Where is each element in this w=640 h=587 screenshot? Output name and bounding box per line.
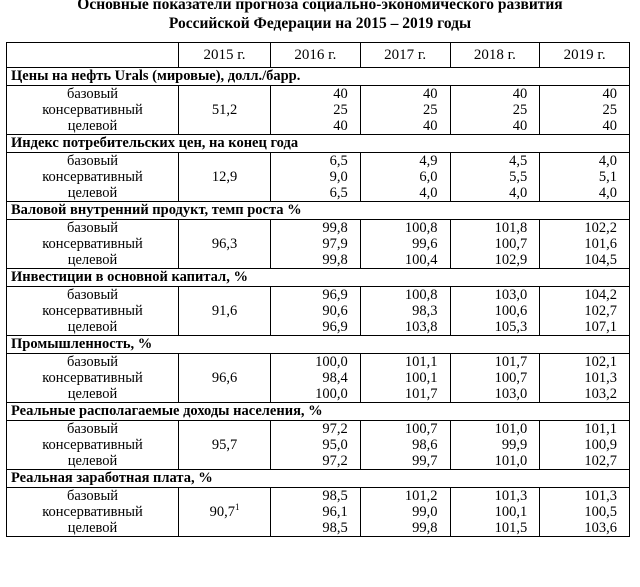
value-cell: 40 — [540, 86, 630, 103]
table-row — [7, 520, 630, 537]
table-row — [7, 370, 630, 386]
value-cell: 98,5 — [271, 520, 361, 537]
table-row — [7, 303, 630, 319]
scenario-label: консервативный — [7, 236, 179, 252]
scenario-label: консервативный — [7, 303, 179, 319]
value-cell: 100,1 — [450, 504, 540, 520]
value-cell: 96,9 — [271, 287, 361, 304]
value-cell: 101,6 — [540, 236, 630, 252]
table-row — [7, 488, 630, 505]
value-cell: 105,3 — [450, 319, 540, 336]
value-cell: 40 — [271, 118, 361, 135]
value-cell: 100,0 — [271, 386, 361, 403]
value-cell: 9,0 — [271, 169, 361, 185]
base-year-value-cell — [179, 488, 271, 537]
base-year-value: 91,6 — [211, 302, 238, 319]
value-cell: 40 — [540, 118, 630, 135]
header-year-2016: 2016 г. — [271, 43, 361, 68]
value-cell: 40 — [271, 86, 361, 103]
forecast-table — [6, 42, 630, 537]
value-cell: 98,3 — [360, 303, 450, 319]
scenario-label: базовый — [7, 354, 179, 371]
title-line-1: Основные показатели прогноза социально-экономического развития — [77, 0, 563, 13]
value-cell: 6,0 — [360, 169, 450, 185]
value-cell: 101,7 — [360, 386, 450, 403]
section-header-row — [7, 202, 630, 220]
value-cell: 100,9 — [540, 437, 630, 453]
value-cell: 6,5 — [271, 153, 361, 170]
table-row — [7, 102, 630, 118]
base-year-value: 51,2 — [211, 101, 238, 118]
value-cell: 100,5 — [540, 504, 630, 520]
base-year-value: 95,7 — [211, 436, 238, 453]
section-title: Валовой внутренний продукт, темп роста % — [7, 202, 630, 220]
value-cell: 25 — [450, 102, 540, 118]
value-cell: 4,9 — [360, 153, 450, 170]
value-cell: 102,1 — [540, 354, 630, 371]
value-cell: 90,6 — [271, 303, 361, 319]
base-year-value-cell — [179, 153, 271, 202]
value-cell: 101,5 — [450, 520, 540, 537]
value-cell: 99,7 — [360, 453, 450, 470]
section-title: Индекс потребительских цен, на конец года — [7, 135, 630, 153]
value-cell: 103,8 — [360, 319, 450, 336]
base-year-value: 96,3 — [211, 235, 238, 252]
base-year-value-cell — [179, 354, 271, 403]
scenario-label: базовый — [7, 488, 179, 505]
value-cell: 4,0 — [360, 185, 450, 202]
value-cell: 101,3 — [540, 488, 630, 505]
scenario-label: консервативный — [7, 169, 179, 185]
table-row — [7, 252, 630, 269]
scenario-label: целевой — [7, 118, 179, 135]
value-cell: 103,6 — [540, 520, 630, 537]
value-cell: 100,7 — [360, 421, 450, 438]
value-cell: 100,1 — [360, 370, 450, 386]
section-header-row — [7, 135, 630, 153]
value-cell: 6,5 — [271, 185, 361, 202]
value-cell: 99,8 — [360, 520, 450, 537]
section-header-row — [7, 403, 630, 421]
value-cell: 100,7 — [450, 370, 540, 386]
scenario-label: целевой — [7, 185, 179, 202]
table-header-row — [7, 43, 630, 68]
value-cell: 98,4 — [271, 370, 361, 386]
value-cell: 4,0 — [450, 185, 540, 202]
table-row — [7, 386, 630, 403]
base-year-value: 90,7 — [209, 503, 235, 520]
table-row — [7, 169, 630, 185]
table-row — [7, 153, 630, 170]
scenario-label: целевой — [7, 453, 179, 470]
value-cell: 103,2 — [540, 386, 630, 403]
value-cell: 99,9 — [450, 437, 540, 453]
table-row — [7, 86, 630, 103]
section-header-row — [7, 68, 630, 86]
table-row — [7, 437, 630, 453]
table-row — [7, 236, 630, 252]
value-cell: 100,7 — [450, 236, 540, 252]
value-cell: 40 — [360, 86, 450, 103]
value-cell: 102,9 — [450, 252, 540, 269]
base-year-value-cell — [179, 86, 271, 135]
scenario-label: целевой — [7, 319, 179, 336]
base-year-value-cell — [179, 220, 271, 269]
value-cell: 107,1 — [540, 319, 630, 336]
scenario-label: базовый — [7, 421, 179, 438]
value-cell: 101,7 — [450, 354, 540, 371]
header-empty-cell — [7, 43, 179, 68]
section-title: Промышленность, % — [7, 336, 630, 354]
section-title: Реальные располагаемые доходы населения, % — [7, 403, 630, 421]
scenario-label: консервативный — [7, 504, 179, 520]
value-cell: 101,8 — [450, 220, 540, 237]
value-cell: 98,5 — [271, 488, 361, 505]
value-cell: 97,9 — [271, 236, 361, 252]
table-row — [7, 354, 630, 371]
section-title: Инвестиции в основной капитал, % — [7, 269, 630, 287]
forecast-table-body — [7, 43, 630, 537]
table-row — [7, 453, 630, 470]
base-year-value: 96,6 — [211, 369, 238, 386]
scenario-label: базовый — [7, 153, 179, 170]
table-row — [7, 185, 630, 202]
value-cell: 5,1 — [540, 169, 630, 185]
section-title: Цены на нефть Urals (мировые), долл./барр. — [7, 68, 630, 86]
value-cell: 99,8 — [271, 252, 361, 269]
value-cell: 99,8 — [271, 220, 361, 237]
value-cell: 104,2 — [540, 287, 630, 304]
value-cell: 4,0 — [540, 153, 630, 170]
section-title: Реальная заработная плата, % — [7, 470, 630, 488]
value-cell: 100,4 — [360, 252, 450, 269]
value-cell: 101,0 — [450, 421, 540, 438]
table-row — [7, 504, 630, 520]
value-cell: 99,0 — [360, 504, 450, 520]
table-row — [7, 287, 630, 304]
value-cell: 100,8 — [360, 220, 450, 237]
base-year-value: 12,9 — [211, 168, 238, 185]
value-cell: 25 — [360, 102, 450, 118]
footnote-marker: 1 — [234, 501, 240, 512]
value-cell: 101,3 — [450, 488, 540, 505]
value-cell: 102,7 — [540, 303, 630, 319]
header-year-2017: 2017 г. — [360, 43, 450, 68]
scenario-label: целевой — [7, 252, 179, 269]
scenario-label: базовый — [7, 287, 179, 304]
table-row — [7, 220, 630, 237]
table-row — [7, 421, 630, 438]
value-cell: 97,2 — [271, 453, 361, 470]
value-cell: 97,2 — [271, 421, 361, 438]
value-cell: 101,2 — [360, 488, 450, 505]
value-cell: 101,0 — [450, 453, 540, 470]
header-year-2019: 2019 г. — [540, 43, 630, 68]
value-cell: 4,5 — [450, 153, 540, 170]
section-header-row — [7, 336, 630, 354]
value-cell: 4,0 — [540, 185, 630, 202]
value-cell: 104,5 — [540, 252, 630, 269]
title-line-2: Российской Федерации на 2015 – 2019 годы — [168, 15, 472, 32]
value-cell: 100,6 — [450, 303, 540, 319]
scenario-label: целевой — [7, 386, 179, 403]
value-cell: 25 — [271, 102, 361, 118]
value-cell: 96,9 — [271, 319, 361, 336]
value-cell: 95,0 — [271, 437, 361, 453]
value-cell: 102,7 — [540, 453, 630, 470]
value-cell: 101,1 — [540, 421, 630, 438]
value-cell: 101,1 — [360, 354, 450, 371]
header-year-2015: 2015 г. — [179, 43, 271, 68]
value-cell: 99,6 — [360, 236, 450, 252]
value-cell: 103,0 — [450, 287, 540, 304]
value-cell: 5,5 — [450, 169, 540, 185]
base-year-value-cell — [179, 421, 271, 470]
scenario-label: целевой — [7, 520, 179, 537]
scenario-label: базовый — [7, 220, 179, 237]
value-cell: 98,6 — [360, 437, 450, 453]
scenario-label: консервативный — [7, 370, 179, 386]
section-header-row — [7, 470, 630, 488]
table-row — [7, 319, 630, 336]
section-header-row — [7, 269, 630, 287]
value-cell: 101,3 — [540, 370, 630, 386]
value-cell: 102,2 — [540, 220, 630, 237]
scenario-label: консервативный — [7, 102, 179, 118]
value-cell: 100,0 — [271, 354, 361, 371]
scenario-label: базовый — [7, 86, 179, 103]
value-cell: 100,8 — [360, 287, 450, 304]
scenario-label: консервативный — [7, 437, 179, 453]
header-year-2018: 2018 г. — [450, 43, 540, 68]
table-row — [7, 118, 630, 135]
value-cell: 25 — [540, 102, 630, 118]
value-cell: 40 — [360, 118, 450, 135]
value-cell: 40 — [450, 118, 540, 135]
value-cell: 96,1 — [271, 504, 361, 520]
document-title — [0, 0, 640, 33]
base-year-value-cell — [179, 287, 271, 336]
value-cell: 103,0 — [450, 386, 540, 403]
value-cell: 40 — [450, 86, 540, 103]
